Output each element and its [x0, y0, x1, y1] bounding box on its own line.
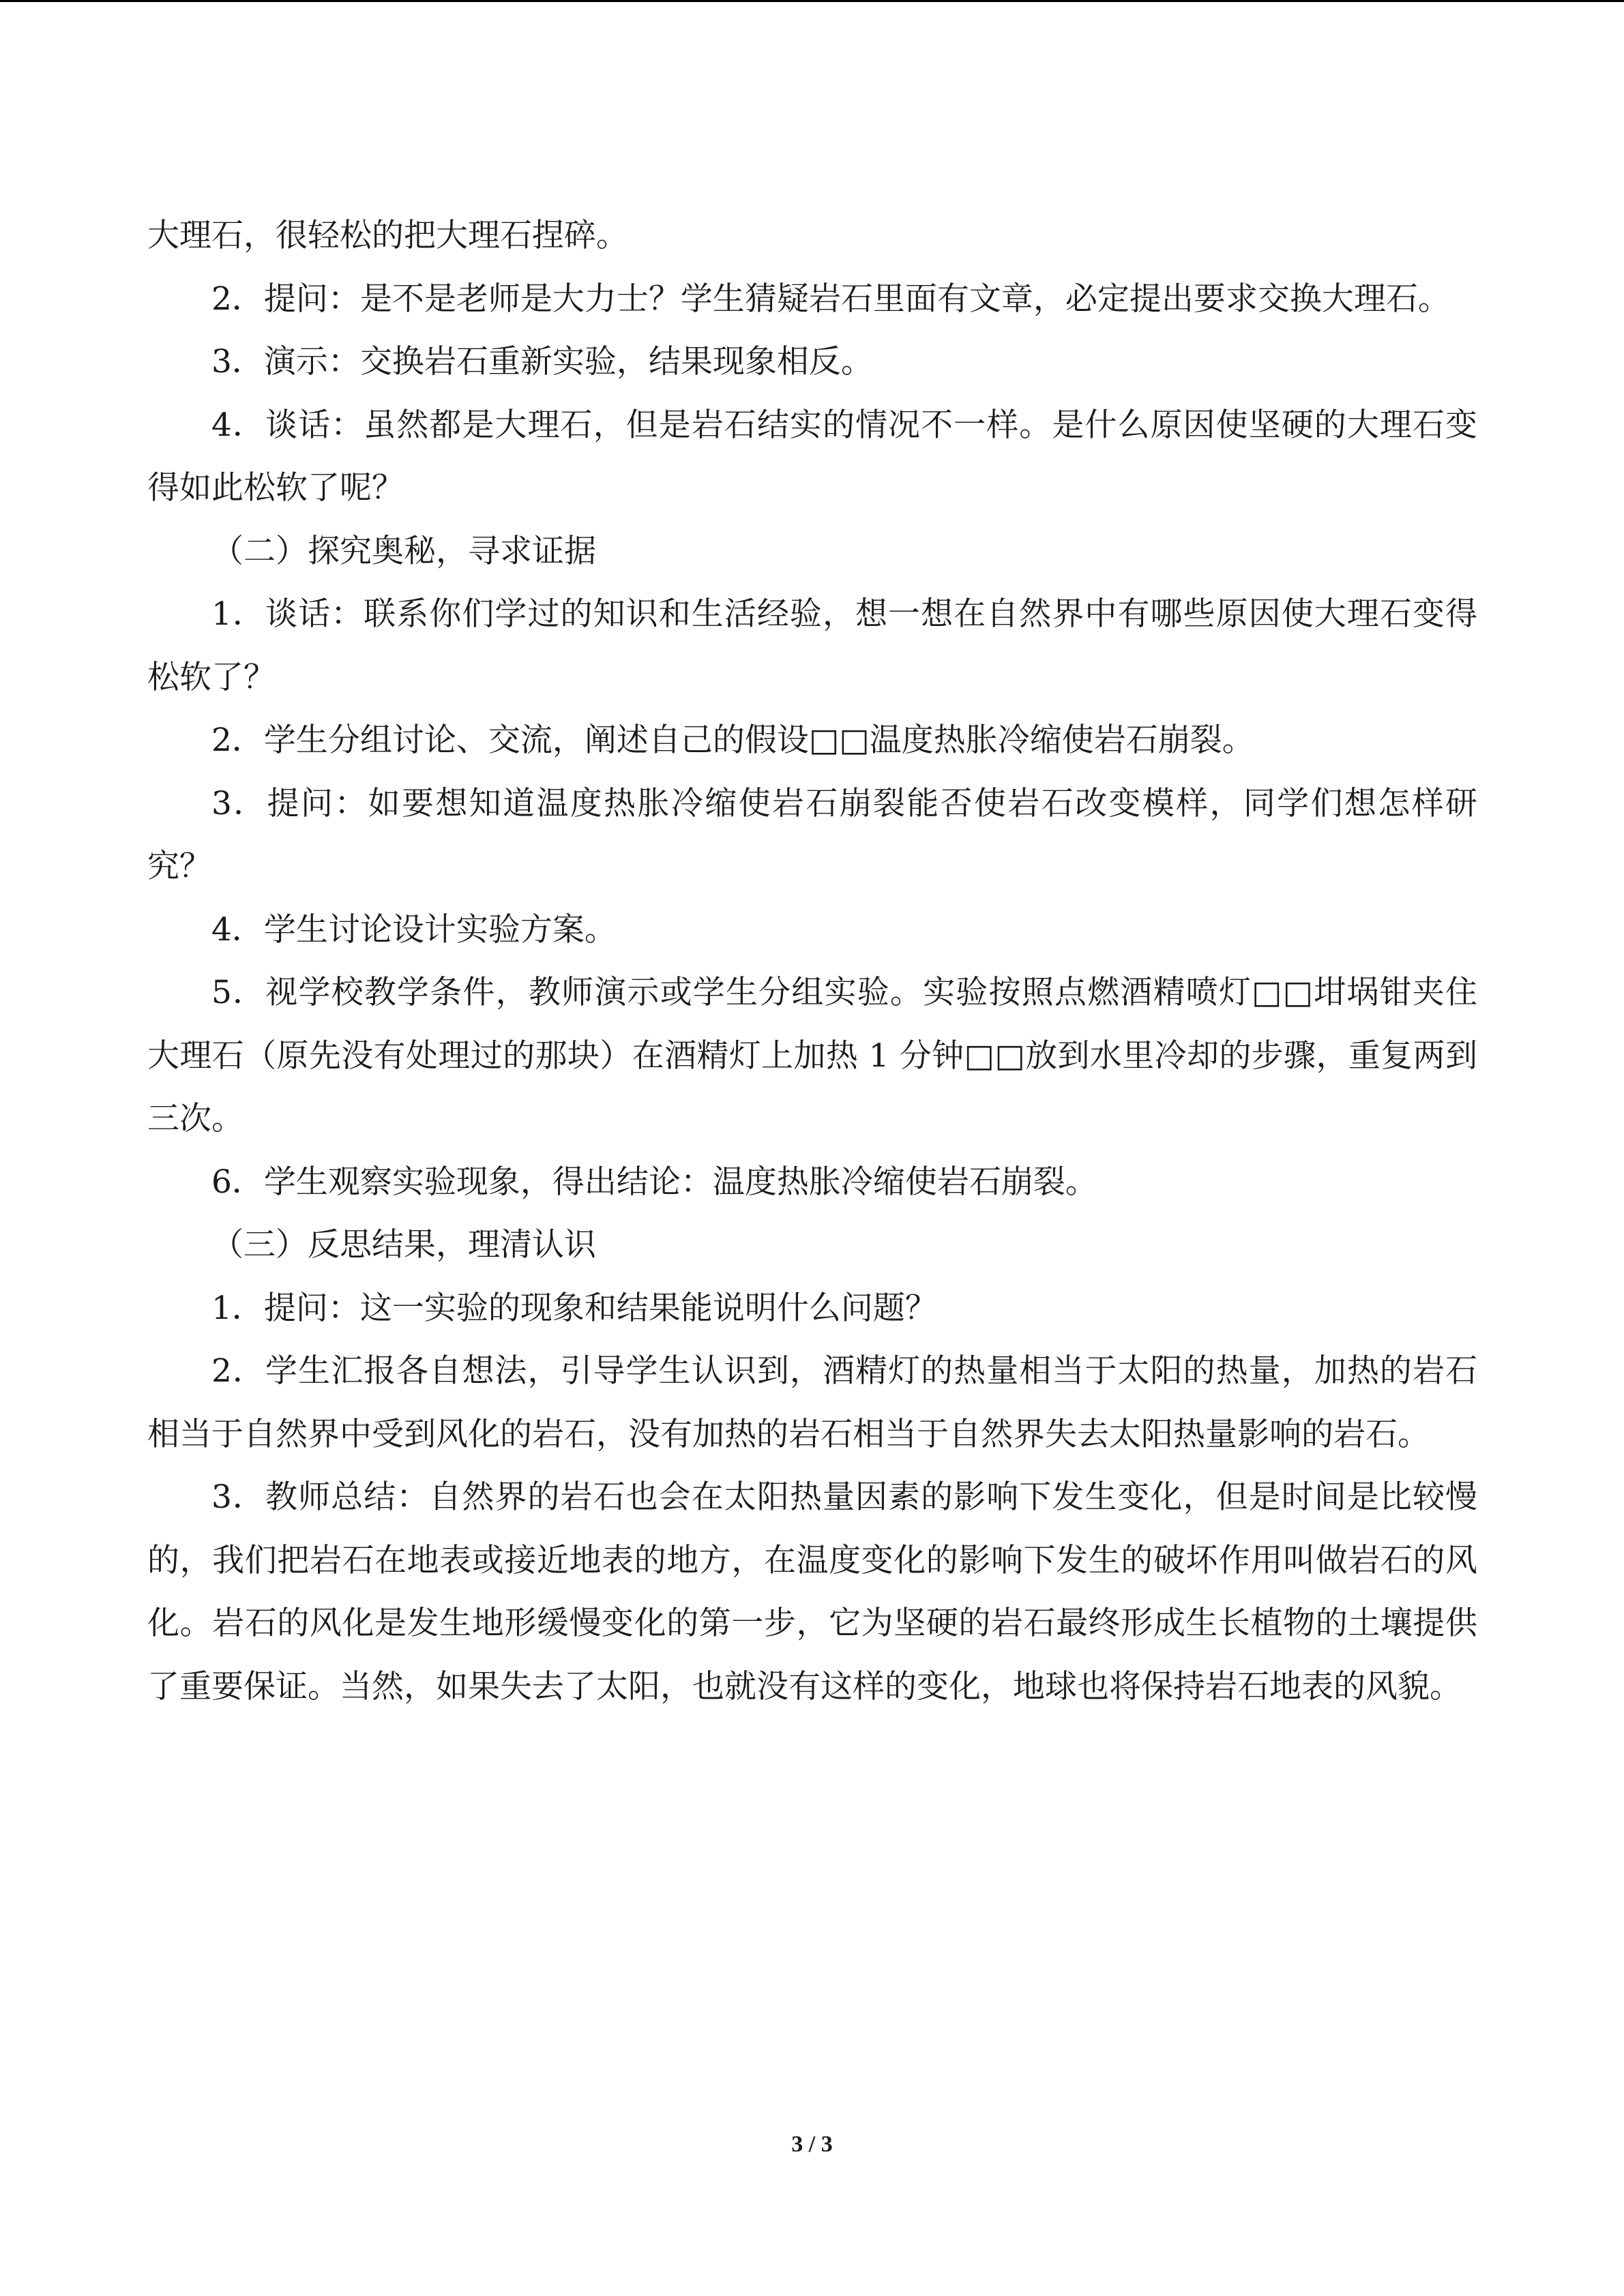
document-body: [147, 205, 1477, 1718]
paragraph-2: 2．提问：是不是老师是大力士？学生猜疑岩石里面有文章，必定提出要求交换大理石。: [211, 280, 1450, 318]
paragraph-13: 3．教师总结：自然界的岩石也会在太阳热量因素的影响下发生变化，但是时间是比较慢的，我们把岩石在地表或接近地表的地方，在温度变化的影响下发生的破坏作用叫做岩石的风化。岩石的风化是发生地形缓慢变化的第一步，它为坚硬的岩石最终形成生长植物的土壤提供了重要保证。当然，如果失去了太阳，也就没有这样的变化，地球也将保持岩石地表的风貌。: [147, 1478, 1477, 1705]
paragraph-4: 4．谈话：虽然都是大理石，但是岩石结实的情况不一样。是什么原因使坚硬的大理石变得如此松软了呢？: [147, 406, 1477, 507]
paragraph-8: 4．学生讨论设计实验方案。: [211, 910, 617, 949]
paragraph-11: 1．提问：这一实验的现象和结果能说明什么问题？: [211, 1289, 937, 1327]
paragraph-10: 6．学生观察实验现象，得出结论：温度热胀冷缩使岩石崩裂。: [211, 1163, 1097, 1201]
paragraph-5: 1．谈话：联系你们学过的知识和生活经验，想一想在自然界中有哪些原因使大理石变得松软了？: [147, 595, 1477, 696]
paragraph-3: 3．演示：交换岩石重新实验，结果现象相反。: [211, 343, 873, 381]
paragraph-12: 2．学生汇报各自想法，引导学生认识到，酒精灯的热量相当于太阳的热量，加热的岩石相当于自然界中受到风化的岩石，没有加热的岩石相当于自然界失去太阳热量影响的岩石。: [147, 1352, 1477, 1453]
paragraph-9: 5．视学校教学条件，教师演示或学生分组实验。实验按照点燃酒精喷灯□□坩埚钳夹住大理石（原先没有处理过的那块）在酒精灯上加热 1 分钟□□放到水里冷却的步骤，重复两到三次。: [147, 974, 1477, 1137]
page-number: 3 / 3: [791, 2132, 833, 2157]
paragraph-7: 3．提问：如要想知道温度热胀冷缩使岩石崩裂能否使岩石改变模样，同学们想怎样研究？: [147, 784, 1477, 885]
section-heading-3: （三）反思结果，理清认识: [211, 1226, 596, 1264]
section-heading-2: （二）探究奥秘，寻求证据: [211, 532, 596, 570]
paragraph-6: 2．学生分组讨论、交流，阐述自己的假设□□温度热胀冷缩使岩石崩裂。: [211, 721, 1254, 759]
paragraph-1: 大理石，很轻松的把大理石捏碎。: [147, 217, 628, 254]
top-border-line: [0, 0, 1624, 2]
